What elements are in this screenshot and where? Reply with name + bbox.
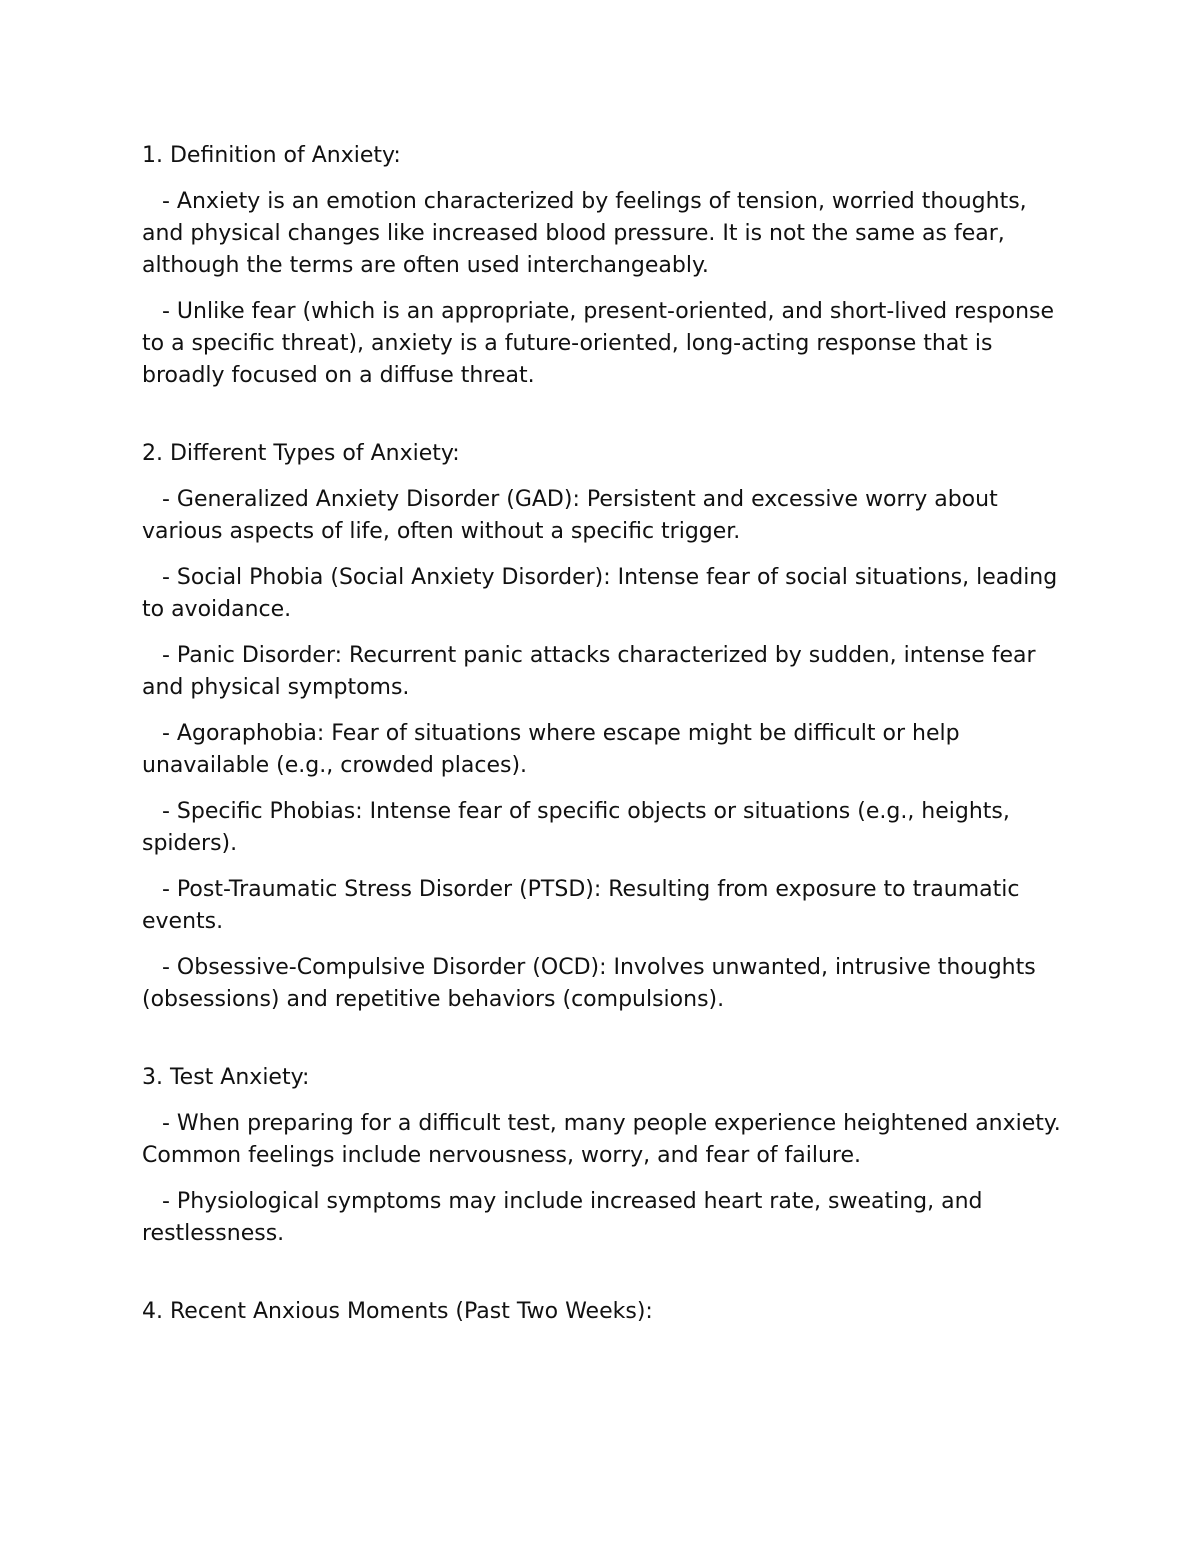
paragraph: - Panic Disorder: Recurrent panic attacks characterized by sudden, intense fear and physical symptoms.: [142, 643, 1036, 700]
section-heading: 2. Different Types of Anxiety:: [142, 441, 460, 466]
paragraph: - Unlike fear (which is an appropriate, present-oriented, and short-lived response to a specific threat), anxiety is a future-oriented, long-acting response that is broadly focused on a diffuse threat.: [142, 299, 1055, 388]
paragraph: - Social Phobia (Social Anxiety Disorder): Intense fear of social situations, leading to avoidance.: [142, 565, 1058, 622]
paragraph: - Generalized Anxiety Disorder (GAD): Persistent and excessive worry about various aspects of life, often without a specific trigger.: [142, 487, 998, 544]
paragraph: - Specific Phobias: Intense fear of specific objects or situations (e.g., heights, spiders).: [142, 799, 1010, 856]
document-body: [142, 140, 1072, 1342]
paragraph: - When preparing for a difficult test, many people experience heightened anxiety. Common feelings include nervousness, worry, and fear of failure.: [142, 1111, 1061, 1168]
section-types: [142, 438, 1072, 1016]
paragraph: - Anxiety is an emotion characterized by feelings of tension, worried thoughts, and physical changes like increased blood pressure. It is not the same as fear, although the terms are often used interchangeably.: [142, 189, 1027, 278]
section-heading: 1. Definition of Anxiety:: [142, 143, 401, 168]
paragraph: - Physiological symptoms may include increased heart rate, sweating, and restlessness.: [142, 1189, 983, 1246]
paragraph: - Post-Traumatic Stress Disorder (PTSD): Resulting from exposure to traumatic events.: [142, 877, 1020, 934]
paragraph: - Obsessive-Compulsive Disorder (OCD): Involves unwanted, intrusive thoughts (obsessions) and repetitive behaviors (compulsions).: [142, 955, 1036, 1012]
paragraph: - Agoraphobia: Fear of situations where escape might be difficult or help unavailable (e.g., crowded places).: [142, 721, 960, 778]
section-definition: [142, 140, 1072, 392]
section-test-anxiety: [142, 1062, 1072, 1250]
section-recent-moments: [142, 1296, 1072, 1328]
section-heading: 4. Recent Anxious Moments (Past Two Weeks):: [142, 1299, 653, 1324]
section-heading: 3. Test Anxiety:: [142, 1065, 310, 1090]
